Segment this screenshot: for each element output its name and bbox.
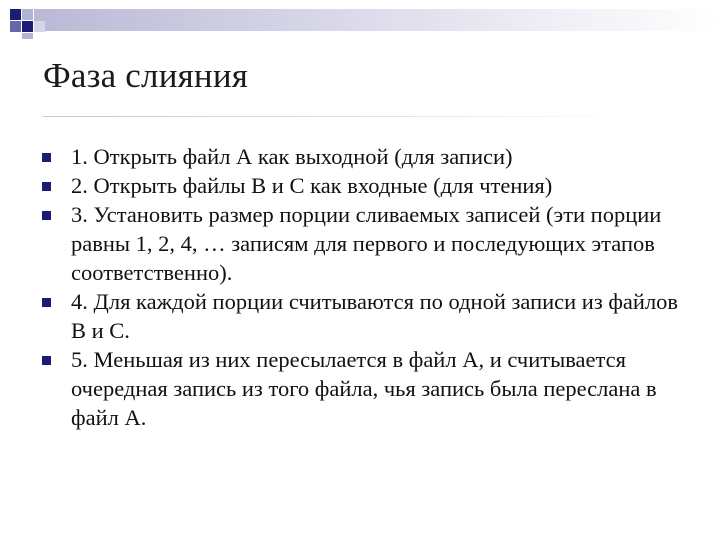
header-square-icon [22,9,33,20]
square-bullet-icon [42,211,51,220]
square-bullet-icon [42,298,51,307]
header-square-icon [22,21,33,32]
slide-title: Фаза слияния [43,56,249,95]
square-bullet-icon [42,182,51,191]
header-square-icon [10,9,21,20]
bullet-item [38,200,688,287]
bullet-item [38,345,688,432]
square-bullet-icon [42,356,51,365]
bullet-list [38,142,688,432]
header-square-icon [22,33,33,39]
decorative-header-band [0,0,720,40]
bullet-text: 2. Открыть файлы В и С как входные (для чтения) [71,173,553,198]
bullet-text: 3. Установить размер порции сливаемых записей (эти порции равны 1, 2, 4, … записям для первого и последующих этапов соответственно). [71,202,662,285]
bullet-item [38,287,688,345]
bullet-text: 4. Для каждой порции считываются по одной записи из файлов В и С. [71,289,679,343]
header-gradient-bar [34,9,720,31]
bullet-item [38,142,688,171]
title-divider [43,116,633,117]
bullet-item [38,171,688,200]
header-square-icon [34,21,45,32]
square-bullet-icon [42,153,51,162]
bullet-text: 1. Открыть файл А как выходной (для записи) [71,144,513,169]
bullet-text: 5. Меньшая из них пересылается в файл А, и считывается очередная запись из того файла, чья запись была переслана в файл А. [71,347,657,430]
header-square-icon [10,21,21,32]
